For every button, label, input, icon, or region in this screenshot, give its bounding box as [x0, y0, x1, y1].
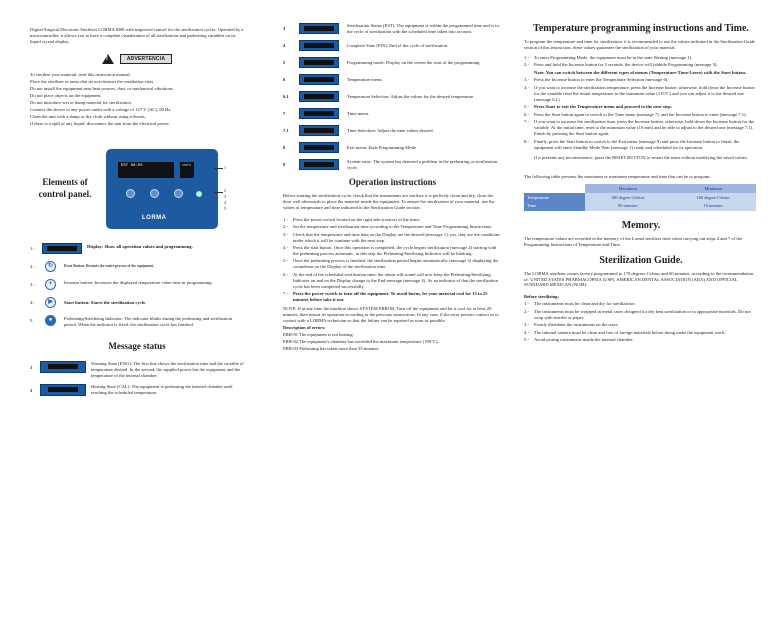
- status-item: 7 Time menu.: [283, 107, 502, 120]
- programming-step: 2.- Press and hold the Increase button for 3 seconds, the device will (ahhide Programming (message 5).: [524, 62, 718, 68]
- status-item: 9 System error: The system has detected a problem in the preheating or sterilization cycle.: [283, 158, 498, 170]
- status-thumbnail: [299, 142, 339, 153]
- warning-item: To sterilize your material, read this instruction manual.: [30, 72, 131, 78]
- table-cell: Temperature: [524, 193, 585, 202]
- indicator-icon: ●: [45, 315, 56, 326]
- column-middle: [256, 0, 512, 637]
- operation-step: 6.- At the end of the scheduled sterilization time, the alarm will sound will now keep the Preheating/Sterilizing Indicator on and on the Display change to the End message (message 4). As an indicator of that the sterilization cycle has been completed successfully.: [283, 271, 498, 289]
- operation-step: 2.- Set the temperature and sterilization time according to the Temperature and Time Programming Instructions.: [283, 224, 493, 230]
- programming-step: 6.- Press the Start button again to switch to the Time menu (message 7). and the Increase button to enter (message 7.1).: [524, 111, 747, 117]
- warning-item: Clean the unit with a damp or dry cloth without using solvents.: [30, 114, 146, 120]
- panel-start-button: [174, 189, 183, 198]
- warning-banner: [30, 54, 244, 65]
- status-thumbnail: [299, 125, 339, 136]
- table-cell: 10 minutes: [670, 202, 756, 211]
- element-item: 3.- + Increase button: Increases the displayed temperature value time in programming.: [30, 279, 244, 293]
- table-cell: 90 minutes: [585, 202, 671, 211]
- status-thumbnail: [299, 74, 339, 85]
- column-right: [512, 0, 768, 637]
- operation-step: 5.- Once the preheating process is finished, the sterilization period begins automatically (message 3) displaying the countdown on the Display of the sterilization time.: [283, 258, 499, 270]
- start-icon: ▶: [45, 297, 56, 308]
- reset-icon: ↻: [45, 261, 56, 272]
- memory-heading: Memory.: [621, 219, 661, 231]
- status-item: 5 Programming mode: Display on the screen the start of the programming.: [283, 56, 502, 69]
- programming-outro: If it presents any inconvenience, press the RESET BUTTON to restart the team without modifying the saved values.: [534, 154, 748, 160]
- panel-callouts: [218, 149, 230, 229]
- table-row: [524, 193, 756, 202]
- control-panel-section: [30, 149, 244, 229]
- programming-intro: To program the temperature and time for sterilization, it is recommended to use the values indicated in the Sterilization Guide section of this instruction, these values guarantee the sterilization of your material.: [524, 39, 756, 50]
- intro-text: Digital Surgical Electronic Sterilizer LORMA M08 with improved control for the sterilization cycles. Operated by a microcontroller, it allows you to have a complete visualization of all sterilization and preheating variables on its liquid crystal display.: [30, 27, 244, 44]
- errors-heading: Description of errors:: [283, 325, 326, 331]
- status-item: 6 Temperature menu.: [283, 73, 502, 86]
- programming-step: 4.- If you want to increase the sterilization temperature, press the Increase button. otherwise, hold down the Increase button for the variable reset the initial temperature to the minimum value (115°C) and you can adjust it to the desired one (message 6.1).: [524, 84, 755, 102]
- panel-increase-button: [150, 189, 159, 198]
- programming-step: Note: You can switch between the different types of menus (Temperature-Time-Leave) with the Start button.: [534, 69, 747, 75]
- panel-display-secondary: 170°C: [180, 162, 194, 178]
- before-step: 5.- Avoid storing instruments inside the internal chamber.: [524, 337, 634, 343]
- operation-step: 4.- Press the start button. Once this operation is completed, the cycle begins sterilization (message 2) starting with the preheating process automatic, in this step the Preheating/Sterilizing Indicator will be blinking.: [283, 244, 497, 256]
- operation-step: 7.- Press the power switch to turn off the equipment. To avoid burns, let your material cool for 15 to 25 minutes before take it out.: [283, 291, 488, 303]
- operation-step: 3.- Check that the temperature and time data on the Display are the desired (message 1), yes, they are the conditions under which it will be continue with the next step.: [283, 231, 501, 243]
- status-item: 3 Sterilization Status (EST): The equipment is within the programmed time and is in the cycle of sterilization with the scheduled time taken into account.: [283, 22, 499, 34]
- control-panel-illustration: [106, 149, 218, 229]
- operation-heading: Operation instructions: [348, 177, 437, 187]
- error-item: ERR-01 The equipment is not heating.: [283, 332, 354, 338]
- status-thumbnail: [299, 23, 339, 34]
- guide-heading: Sterilization Guide.: [599, 254, 683, 266]
- error-item: ERR-02 The equipment's chamber has exceeded the maximum temperature (190°C).: [283, 339, 439, 345]
- callout-number: 3: [224, 194, 226, 200]
- callout-number: 2: [224, 188, 226, 194]
- operation-intro: Before starting the sterilization cycle, check that the instruments are sterilize it is perfectly clean and dry, close the door well afterwards to place the material inside the equipment. To ensure the sterilization of your material, use the values of temperature and time indicated in the Sterilization Guide section.: [283, 192, 495, 210]
- column-left: [0, 0, 256, 637]
- element-item: 5. ● Preheating/Sterilizing Indicator: The indicator blinks during the preheating and sterilization period. When the indicator is fixed, the sterilization cycle has finished.: [30, 316, 233, 328]
- before-steps: [524, 301, 758, 343]
- callout-number: 5: [224, 206, 226, 212]
- panel-display: EST 60:00: [118, 162, 174, 178]
- warning-item: Place the sterilizer in areas that do not obstruct the ventilation slots.: [30, 79, 155, 85]
- status-thumbnail: [299, 40, 339, 51]
- message-thumbnail: [40, 384, 86, 396]
- limits-table: [524, 184, 756, 210]
- panel-reset-button: [126, 189, 135, 198]
- warning-triangle-icon: !: [102, 54, 114, 64]
- message-list: [30, 361, 244, 396]
- message-heading: Message status: [108, 341, 166, 352]
- message-item: 2 Heating State (CAL): The equipment is preheating the internal chamber until reaching the scheduled temperature.: [30, 383, 233, 395]
- warning-item: Connect the device to any power outlet with a voltage of 127 V (AC), 60 Hz.: [30, 107, 172, 113]
- element-item: 2.- ↻ Reset Button: Restarts the entire process of the equipment.: [30, 261, 244, 275]
- table-row: [524, 202, 756, 211]
- programming-step: 8.- Finally, press the Start button to switch to the Exit menu (message 8) and press the Increase button to finish, the equipment will enter Standby Mode Wait (message 1) ready and scheduled for its operation.: [524, 138, 740, 150]
- increase-icon: +: [45, 279, 56, 290]
- callout-number: 4: [224, 200, 226, 206]
- element-item: 4.- ▶ Start button: Starts the sterilization cycle.: [30, 297, 244, 311]
- status-thumbnail: [299, 91, 339, 102]
- warning-item: Do not install the equipment near heat sources, dust, or mechanical vibrations.: [30, 86, 174, 92]
- programming-heading: Temperature programming instructions and Time.: [533, 23, 749, 34]
- display-thumbnail: [42, 243, 82, 254]
- programming-step: 3.- Press the Increase button to enter the Temperature Selection (message 6).: [524, 77, 669, 83]
- error-item: ERR-03 Preheating has taken more than 35 minutes.: [283, 346, 380, 351]
- panel-heading: Elements of control panel.: [38, 177, 92, 200]
- before-step: 2.- The instruments must be wrapped in metal cases designed for dry heat sterilization or in appropriate materials. Do not wrap with textiles or paper.: [524, 308, 751, 320]
- table-header: Maximum: [585, 184, 671, 193]
- table-cell: Time: [524, 202, 585, 211]
- element-item: 1.- Display: Show all operation values and programming.: [30, 243, 244, 257]
- status-thumbnail: [299, 159, 339, 170]
- callout-number: 1: [224, 165, 226, 171]
- warning-item: Do not introduce wet or damp material for sterilization.: [30, 100, 132, 106]
- before-step: 1.- The instruments must be clean and dry for sterilization.: [524, 301, 636, 307]
- programming-step: 5.- Press Start to exit the Temperature menu and proceed to the next step.: [524, 104, 672, 110]
- table-header: Minimum: [670, 184, 756, 193]
- programming-step: 7.- If you want to increase the sterilization time, press the Increase button. otherwise, hold down the Increase button for the variable. At the initial time, reset to the minimum value (10 min) and be able to adjust to the desired one (message 7.1). Finish by pressing the Start button again.: [524, 119, 755, 137]
- warning-label: ADVERTENCIA: [120, 54, 172, 65]
- table-header: [524, 184, 585, 193]
- memory-text: The temperature values are recorded in the memory of the Lorma sterilizer time when carrying out steps 4 and 7 of the Programming Instructions of Temperature and Time.: [524, 235, 742, 247]
- message-thumbnail: [40, 361, 86, 373]
- warning-item: Do not place objects on the equipment.: [30, 93, 102, 99]
- programming-step: 1.- To enter Programming Mode, the equipment must be in the state Waiting (message 1).: [524, 54, 693, 60]
- table-cell: 160 degree Celsius: [670, 193, 756, 202]
- table-cell: 180 degree Celsius: [585, 193, 671, 202]
- element-list: [30, 243, 244, 329]
- operation-step: 1.- Press the power switch located on the right side (rotator) of the team.: [283, 216, 420, 222]
- status-item: 8 Exit menu: Ends Programming Mode: [283, 141, 502, 154]
- panel-logo: LORMA: [142, 215, 167, 222]
- before-step: 4.- The internal camera must be clean and free of foreign materials before doing make the equipment work.: [524, 329, 726, 335]
- status-message-list: [283, 22, 502, 171]
- before-step: 3.- Evenly distribute the instruments on the trays.: [524, 322, 619, 328]
- table-intro: The following table presents the maximum or minimum temperature and time that can be to program.: [524, 174, 711, 180]
- operation-steps: [283, 217, 502, 304]
- message-item: 1 Warning State (ENG): The first line shows the sterilization time and the variable of temperature desired. In the second, the supplied power but the equipment and the temperature of the internal chamber.: [30, 360, 244, 378]
- status-item: 7.1 Time Selection: Adjust the time values desired.: [283, 124, 502, 137]
- status-thumbnail: [299, 108, 339, 119]
- panel-indicator-light: [196, 191, 202, 197]
- warning-item: If there is a spill of any liquid, disconnect the unit from the electrical power.: [30, 121, 170, 127]
- before-heading: Before sterilizing:: [524, 294, 559, 300]
- status-item: 4 Complete State (FIN): End of the cycle of sterilization.: [283, 39, 502, 52]
- programming-steps: [524, 55, 758, 151]
- status-thumbnail: [299, 57, 339, 68]
- warning-list: [30, 72, 244, 127]
- table-header-row: [524, 184, 756, 193]
- error-note: NOTE: If at any time the machine shows SYSTEM ERROR, Turn off the equipment and let it cool for at least 20 minutes, then restart its operation according to the previous instructions. In any case, if the error persists contact us to contact with a LORMA technician so that the failure can be repaired as soon as possible.: [283, 306, 499, 324]
- status-item: 6.1 Temperature Selection: Adjust the values for the desired temperature.: [283, 90, 502, 103]
- guide-text: The LORMA sterilizer comes factory programmed to 170 degrees Celsius and 60 minutes, according to the recommendation of: UNITED STATES PHARMACOPEIA (USP), AMERICAN DENTAL ASSOCIATION (ADA) AND OFFICIAL STANDARD MEXICAN (NOM).: [524, 270, 754, 288]
